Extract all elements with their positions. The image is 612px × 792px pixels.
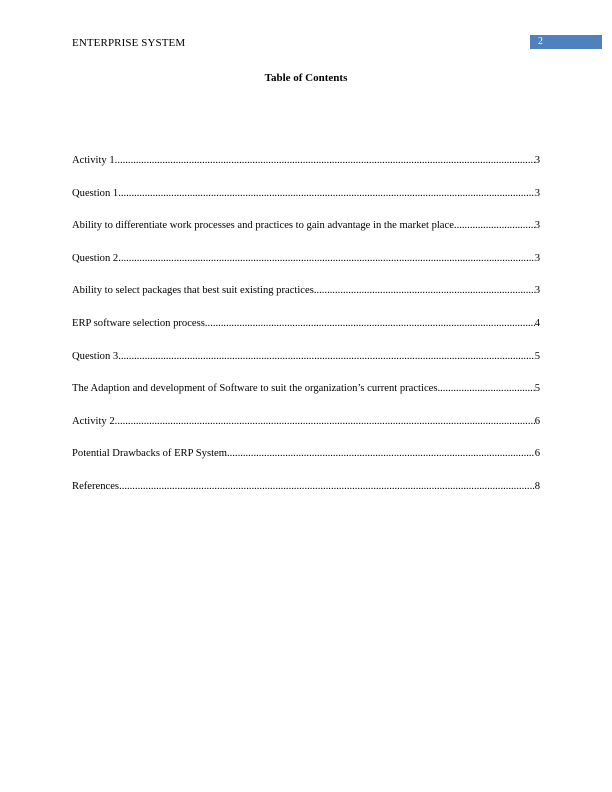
toc-entry-text: Ability to select packages that best suit existing practices xyxy=(72,285,314,297)
toc-entry-ability-select[interactable] xyxy=(72,285,540,318)
toc-entry-question-2[interactable] xyxy=(72,253,540,286)
toc-entry-text: The Adaption and development of Software to suit the organization’s current practices xyxy=(72,383,438,395)
toc-list xyxy=(72,155,540,514)
toc-leader-dots xyxy=(454,220,535,231)
toc-entry-adaption[interactable] xyxy=(72,383,540,416)
toc-entry-text: Question 1 xyxy=(72,187,119,199)
toc-leader-dots xyxy=(227,448,535,459)
toc-entry-text: Question 2 xyxy=(72,252,119,264)
toc-leader-dots xyxy=(118,253,535,264)
page-number-badge: 2 xyxy=(530,35,602,49)
toc-entry-question-3[interactable] xyxy=(72,351,540,384)
toc-entry-text: Question 3 xyxy=(72,350,119,362)
toc-entry-page: 4 xyxy=(534,317,540,329)
toc-entry-text: Potential Drawbacks of ERP System xyxy=(72,448,227,460)
toc-leader-dots xyxy=(205,318,535,329)
toc-entry-erp-selection[interactable] xyxy=(72,318,540,351)
toc-entry-page: 5 xyxy=(534,383,540,395)
toc-entry-page: 5 xyxy=(534,350,540,362)
toc-leader-dots xyxy=(437,383,534,394)
toc-entry-page: 6 xyxy=(534,415,540,427)
toc-entry-activity-2[interactable] xyxy=(72,416,540,449)
toc-leader-dots xyxy=(115,416,535,427)
toc-entry-references[interactable] xyxy=(72,481,540,514)
header-title: ENTERPRISE SYSTEM xyxy=(72,37,186,49)
toc-leader-dots xyxy=(118,188,535,199)
toc-entry-question-1[interactable] xyxy=(72,188,540,221)
toc-entry-drawbacks[interactable] xyxy=(72,448,540,481)
toc-entry-text: References xyxy=(72,480,120,492)
toc-leader-dots xyxy=(119,481,535,492)
toc-entry-page: 3 xyxy=(534,155,540,166)
toc-heading: Table of Contents xyxy=(264,72,348,84)
toc-entry-text: Ability to differentiate work processes and practices to gain advantage in the market place xyxy=(72,220,454,232)
toc-entry-text: Activity 2 xyxy=(72,415,115,427)
toc-leader-dots xyxy=(314,285,535,296)
toc-entry-text: Activity 1 xyxy=(72,155,115,166)
toc-leader-dots xyxy=(118,351,535,362)
toc-entry-ability-differentiate[interactable] xyxy=(72,220,540,253)
toc-entry-activity-1[interactable] xyxy=(72,155,540,188)
toc-entry-page: 3 xyxy=(534,285,540,297)
toc-leader-dots xyxy=(115,155,535,166)
toc-entry-page: 8 xyxy=(534,480,540,492)
toc-entry-text: ERP software selection process xyxy=(72,317,205,329)
toc-entry-page: 3 xyxy=(534,187,540,199)
toc-entry-page: 3 xyxy=(534,220,540,232)
toc-entry-page: 3 xyxy=(534,252,540,264)
toc-entry-page: 6 xyxy=(534,448,540,460)
